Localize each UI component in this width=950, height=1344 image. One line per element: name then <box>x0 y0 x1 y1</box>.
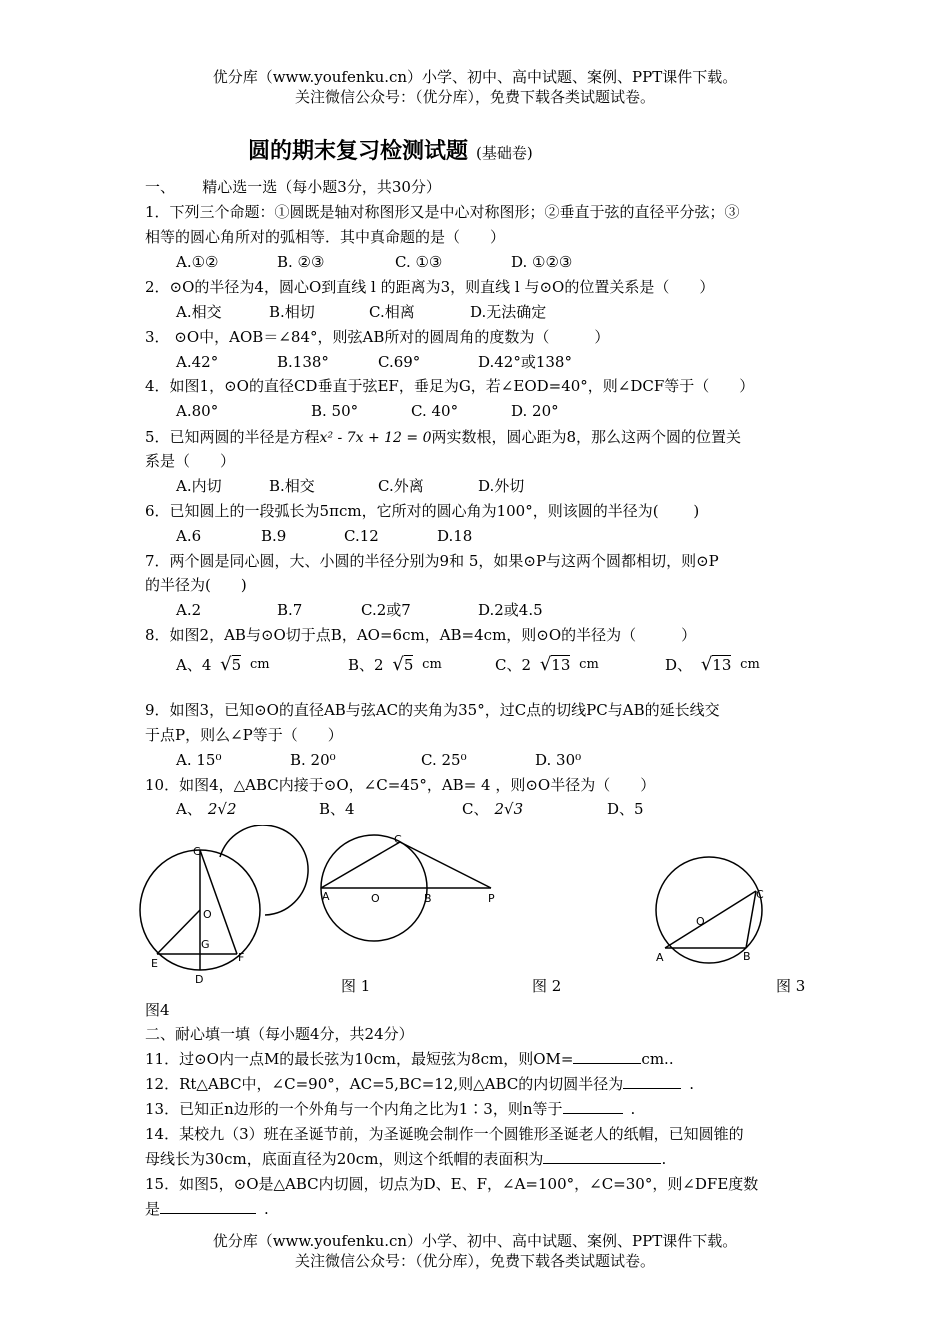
q4-option-d: D. 20° <box>511 402 559 420</box>
fig3-label-c: C <box>756 888 764 901</box>
sqrt-symbol: √ <box>539 654 552 675</box>
q7-option-c: C.2或7 <box>361 601 411 619</box>
q8-option-c-label: C、2 <box>495 656 532 674</box>
fig2-label-p: P <box>488 892 495 905</box>
q9-line2: 于点P，则么∠P等于（ ） <box>145 726 343 744</box>
title-sub: (基础卷) <box>476 144 533 162</box>
q6-option-c: C.12 <box>344 527 379 545</box>
q8-option-a-label: A、4 <box>176 656 212 674</box>
fig2-line-ac <box>321 842 400 888</box>
q14-text-end: . <box>661 1150 667 1168</box>
fig1-line-oe <box>157 910 200 954</box>
q10-option-a-value: 2√2 <box>207 800 237 818</box>
sqrt-symbol: √ <box>220 654 232 675</box>
q5-option-b: B.相交 <box>269 477 315 495</box>
q8-option-a <box>176 655 270 675</box>
q4-option-b: B. 50° <box>311 402 359 420</box>
q9-option-b: B. 20⁰ <box>290 751 336 769</box>
fig1-label-c: C <box>193 845 201 858</box>
q3-line1: 3． ⊙O中，AOB＝∠84°，则弦AB所对的圆周角的度数为（ ） <box>145 328 610 346</box>
q15-line1: 15．如图5，⊙O是△ABC内切圆，切点为D、E、F，∠A=100°，∠C=30°，则∠DFE度数 <box>145 1175 759 1193</box>
q12-text-end: . <box>689 1075 695 1093</box>
q2-option-b: B.相切 <box>269 303 315 321</box>
q10-option-b: B、4 <box>319 800 355 818</box>
caption-fig2: 图 2 <box>532 977 562 995</box>
section2-heading: 二、耐心填一填（每小题4分，共24分） <box>145 1025 414 1043</box>
q14-blank[interactable] <box>543 1149 661 1164</box>
q13-text-end: . <box>630 1100 636 1118</box>
title-main: 圆的期末复习检测试题 <box>248 138 469 164</box>
q9-line1: 9．如图3，已知⊙O的直径AB与弦AC的夹角为35°，过C点的切线PC与AB的延长线交 <box>145 701 720 719</box>
q9-option-c: C. 25⁰ <box>421 751 467 769</box>
q14-line2 <box>145 1149 666 1169</box>
q12-line <box>145 1074 694 1094</box>
fig2-line-cp <box>400 842 491 888</box>
q2-option-d: D.无法确定 <box>470 303 547 321</box>
fig3-label-o: O <box>696 915 705 928</box>
q6-line1: 6．已知圆上的一段弧长为5πcm，它所对的圆心角为100°，则该圆的半径为( ) <box>145 502 700 520</box>
q8-option-a-unit: cm <box>249 657 270 672</box>
q7-option-b: B.7 <box>277 601 303 619</box>
header-line-2: 关注微信公众号：（优分库），免费下载各类试题试卷。 <box>294 88 655 106</box>
q10-line1: 10．如图4，△ABC内接于⊙O，∠C=45°，AB= 4 ，则⊙O半径为（ ） <box>145 776 656 794</box>
caption-fig4: 图4 <box>145 1001 170 1019</box>
q9-option-d: D. 30⁰ <box>535 751 582 769</box>
q9-option-a: A. 15⁰ <box>176 751 222 769</box>
q13-line <box>145 1099 635 1119</box>
fig2-label-a: A <box>322 890 330 903</box>
section1-heading: 一、 精心选一选（每小题3分，共30分） <box>145 178 441 196</box>
figure-1 <box>135 825 310 990</box>
footer-line-2: 关注微信公众号：（优分库），免费下载各类试题试卷。 <box>294 1252 655 1270</box>
fig2-label-o: O <box>371 892 380 905</box>
q8-option-d <box>665 655 760 675</box>
fig3-label-a: A <box>656 951 664 964</box>
q10-option-a-label: A、 <box>176 800 202 818</box>
q5-text-a: 5．已知两圆的半径是方程 <box>145 428 320 446</box>
q13-text: 13．已知正n边形的一个外角与一个内角之比为1∶3，则n等于 <box>145 1100 563 1118</box>
q10-option-c <box>462 799 523 819</box>
q8-option-a-radicand: 5 <box>231 656 242 674</box>
fig1-arc <box>220 825 308 915</box>
fig3-line-ac <box>665 891 756 948</box>
page-title <box>248 134 533 165</box>
fig1-label-g: G <box>201 938 210 951</box>
q11-blank[interactable] <box>573 1049 641 1064</box>
q4-option-c: C. 40° <box>411 402 459 420</box>
q3-option-c: C.69° <box>378 353 421 371</box>
q7-option-d: D.2或4.5 <box>478 601 543 619</box>
figure-2 <box>318 830 503 948</box>
figure-3 <box>648 855 778 970</box>
q10-option-c-value: 2√3 <box>494 800 524 818</box>
q8-option-d-radicand: 13 <box>712 656 732 674</box>
q11-text: 11．过⊙O内一点M的最长弦为10cm，最短弦为8cm，则OM= <box>145 1050 574 1068</box>
sqrt-symbol: √ <box>392 654 404 675</box>
q10-option-c-label: C、 <box>462 800 489 818</box>
q3-option-a: A.42° <box>176 353 219 371</box>
q2-option-a: A.相交 <box>176 303 222 321</box>
footer-line-1: 优分库（www.youfenku.cn）小学、初中、高中试题、案例、PPT课件下载。 <box>212 1232 738 1250</box>
q5-equation: x² - 7x + 12 = 0 <box>319 430 432 446</box>
q5-text-b: 两实数根，圆心距为8，那么这两个圆的位置关 <box>431 428 742 446</box>
q2-option-c: C.相离 <box>369 303 415 321</box>
fig1-label-o: O <box>203 908 212 921</box>
q1-line1: 1．下列三个命题：①圆既是轴对称图形又是中心对称图形；②垂直于弦的直径平分弦；③ <box>145 203 740 221</box>
q3-option-b: B.138° <box>277 353 329 371</box>
q8-option-b <box>348 655 442 675</box>
sqrt-symbol: √ <box>700 654 713 675</box>
q15-text: 是 <box>145 1200 161 1218</box>
fig2-label-c: C <box>394 833 402 846</box>
q8-option-c <box>495 655 599 675</box>
caption-fig1: 图 1 <box>341 977 371 995</box>
q1-option-d: D. ①②③ <box>511 253 573 271</box>
q10-option-d: D、5 <box>607 800 644 818</box>
q15-blank[interactable] <box>160 1199 256 1214</box>
header-line-1: 优分库（www.youfenku.cn）小学、初中、高中试题、案例、PPT课件下载。 <box>212 68 738 86</box>
q13-blank[interactable] <box>563 1099 623 1114</box>
q1-line2: 相等的圆心角所对的弧相等．其中真命题的是（ ） <box>145 228 506 246</box>
q5-line1 <box>145 427 741 448</box>
q11-line <box>145 1049 674 1069</box>
q10-option-a <box>176 799 237 819</box>
q6-option-b: B.9 <box>261 527 287 545</box>
fig2-label-b: B <box>424 892 432 905</box>
q6-option-a: A.6 <box>176 527 202 545</box>
q8-option-d-label: D、 <box>665 656 693 674</box>
q2-line1: 2．⊙O的半径为4，圆心O到直线 l 的距离为3，则直线 l 与⊙O的位置关系是（ ） <box>145 278 715 296</box>
q8-option-c-radicand: 13 <box>551 656 571 674</box>
q4-option-a: A.80° <box>176 402 219 420</box>
q7-line1: 7．两个圆是同心圆，大、小圆的半径分别为9和 5，如果⊙P与这两个圆都相切，则⊙P <box>145 552 719 570</box>
q1-option-b: B. ②③ <box>277 253 325 271</box>
fig1-label-d: D <box>195 973 204 986</box>
q3-option-d: D.42°或138° <box>478 353 572 371</box>
q6-option-d: D.18 <box>437 527 473 545</box>
q5-option-d: D.外切 <box>478 477 525 495</box>
q15-line2 <box>145 1199 269 1219</box>
q8-option-c-unit: cm <box>579 657 599 672</box>
q1-option-a: A.①② <box>176 253 219 271</box>
q12-text: 12．Rt△ABC中，∠C=90°，AC=5,BC=12,则△ABC的内切圆半径为 <box>145 1075 624 1093</box>
q15-text-end: . <box>264 1200 269 1218</box>
caption-fig3: 图 3 <box>776 977 806 995</box>
q5-option-c: C.外离 <box>378 477 424 495</box>
q8-option-b-radicand: 5 <box>403 656 414 674</box>
q14-line1: 14．某校九（3）班在圣诞节前，为圣诞晚会制作一个圆锥形圣诞老人的纸帽，已知圆锥的 <box>145 1125 744 1143</box>
q5-option-a: A.内切 <box>176 477 222 495</box>
q8-option-b-label: B、2 <box>348 656 384 674</box>
fig3-label-b: B <box>743 950 751 963</box>
fig1-label-f: F <box>238 951 245 964</box>
q14-text: 母线长为30cm，底面直径为20cm，则这个纸帽的表面积为 <box>145 1150 544 1168</box>
q5-line2: 系是（ ） <box>145 452 236 470</box>
q7-option-a: A.2 <box>176 601 202 619</box>
q8-line1: 8．如图2，AB与⊙O切于点B，AO=6cm，AB=4cm，则⊙O的半径为（ ） <box>145 626 697 644</box>
q1-option-c: C. ①③ <box>395 253 443 271</box>
fig1-label-e: E <box>151 957 158 970</box>
q4-line1: 4．如图1，⊙O的直径CD垂直于弦EF，垂足为G，若∠EOD=40°，则∠DCF等于（ ） <box>145 377 755 395</box>
q12-blank[interactable] <box>623 1074 681 1089</box>
q8-option-d-unit: cm <box>740 657 760 672</box>
fig3-line-bc <box>746 891 756 948</box>
q11-text-end: cm.. <box>641 1050 674 1068</box>
q7-line2: 的半径为( ) <box>145 576 247 594</box>
q8-option-b-unit: cm <box>422 657 442 672</box>
